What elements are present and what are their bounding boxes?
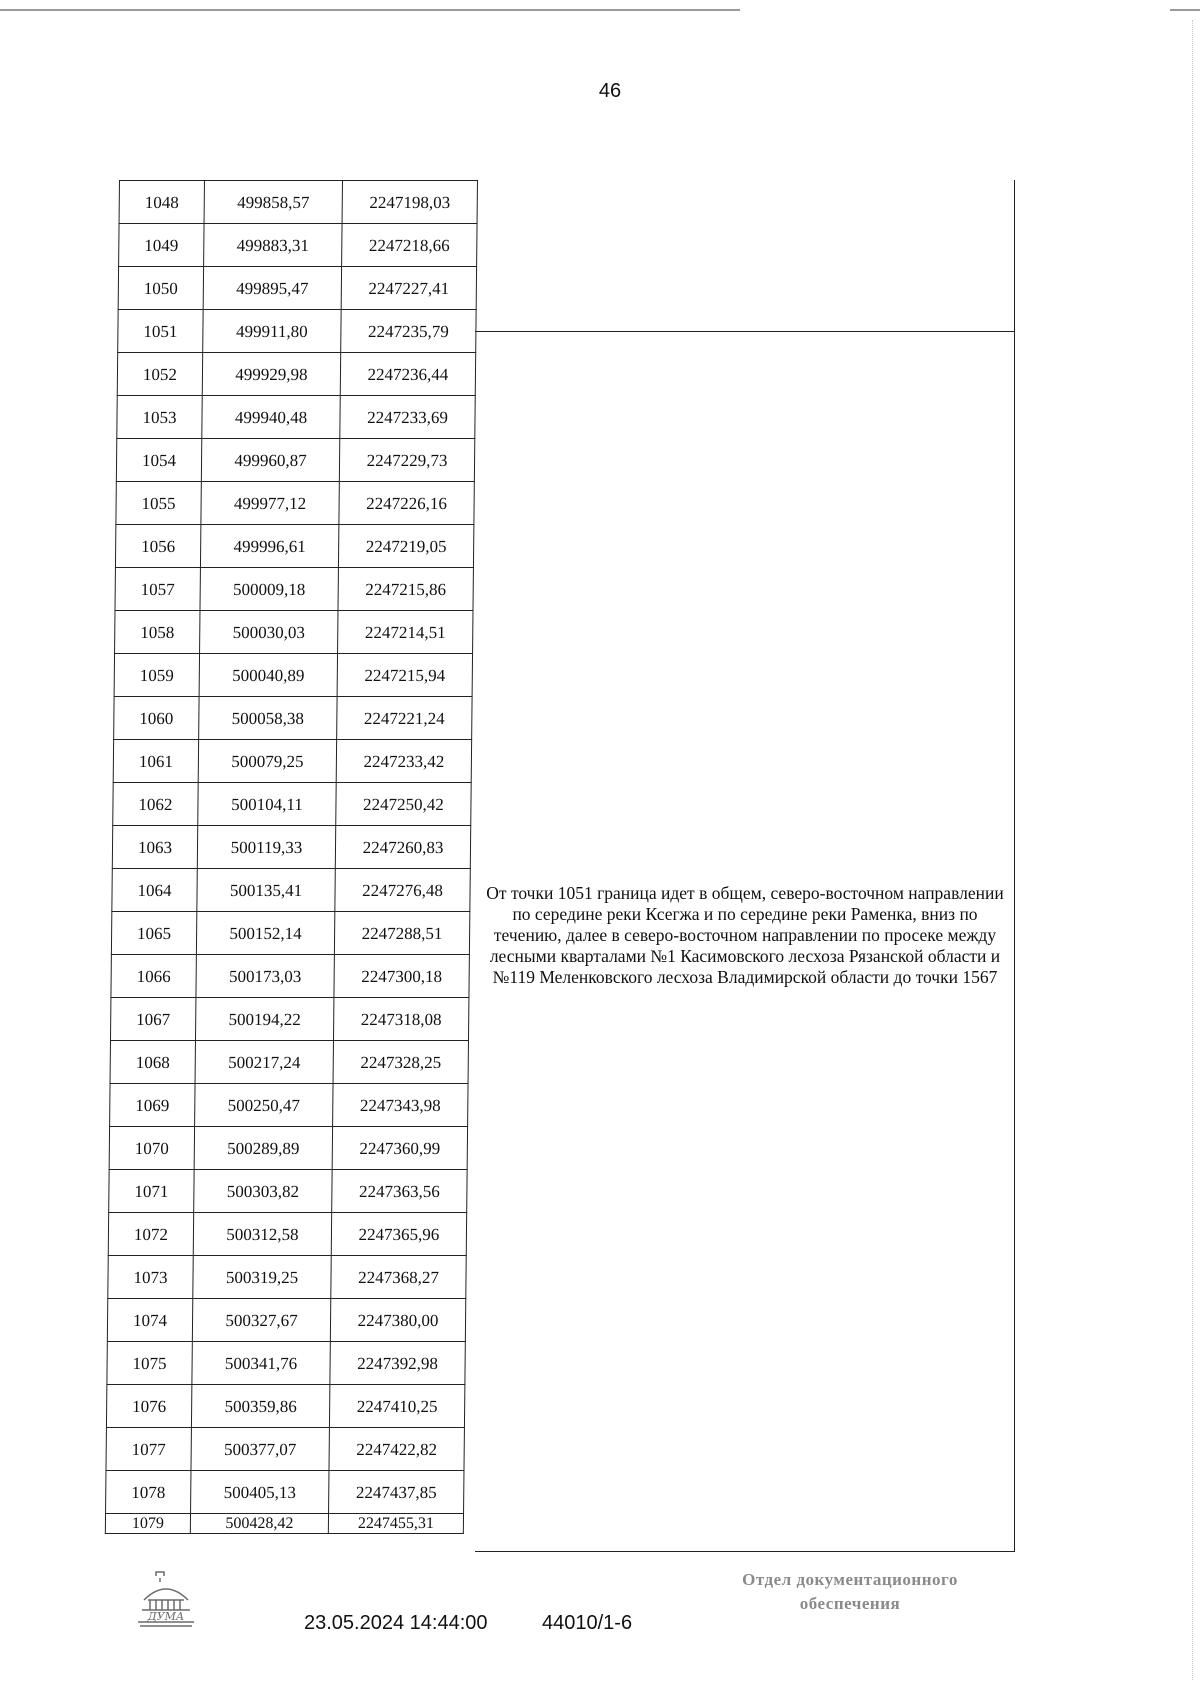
- table-row: [111, 912, 469, 955]
- x-coordinate-cell: 500030,03: [200, 611, 338, 654]
- description-divider: [475, 331, 1014, 332]
- point-number-cell: 1058: [115, 611, 200, 654]
- y-coordinate-cell: 2247300,18: [334, 955, 469, 998]
- y-coordinate-cell: 2247229,73: [339, 439, 474, 482]
- point-number-cell: 1068: [110, 1041, 195, 1084]
- point-number-cell: 1078: [106, 1471, 191, 1514]
- point-number-cell: 1060: [114, 697, 199, 740]
- y-coordinate-cell: 2247227,41: [341, 267, 476, 310]
- table-row: [112, 869, 470, 912]
- scan-top-rule: [0, 9, 740, 11]
- table-row: [112, 826, 470, 869]
- x-coordinate-cell: 499977,12: [201, 482, 339, 525]
- y-coordinate-cell: 2247235,79: [341, 310, 476, 353]
- x-coordinate-cell: 499960,87: [201, 439, 339, 482]
- table-row: [110, 998, 468, 1041]
- x-coordinate-cell: 500009,18: [200, 568, 338, 611]
- table-row: [107, 1342, 465, 1385]
- table-row: [114, 697, 472, 740]
- point-number-cell: 1070: [109, 1127, 194, 1170]
- y-coordinate-cell: 2247455,31: [328, 1514, 463, 1534]
- point-number-cell: 1075: [107, 1342, 192, 1385]
- duma-logo-stamp: [134, 1570, 198, 1632]
- x-coordinate-cell: 500377,07: [191, 1428, 329, 1471]
- x-coordinate-cell: 500079,25: [198, 740, 336, 783]
- x-coordinate-cell: 500135,41: [197, 869, 335, 912]
- y-coordinate-cell: 2247215,86: [338, 568, 473, 611]
- x-coordinate-cell: 499911,80: [203, 310, 341, 353]
- scan-right-edge: [1192, 20, 1193, 1680]
- x-coordinate-cell: 500289,89: [194, 1127, 332, 1170]
- point-number-cell: 1059: [114, 654, 199, 697]
- table-row: [109, 1127, 467, 1170]
- y-coordinate-cell: 2247363,56: [332, 1170, 467, 1213]
- point-number-cell: 1063: [112, 826, 197, 869]
- point-number-cell: 1065: [111, 912, 196, 955]
- x-coordinate-cell: 500152,14: [196, 912, 334, 955]
- y-coordinate-cell: 2247318,08: [333, 998, 468, 1041]
- table-row: [111, 955, 469, 998]
- point-number-cell: 1051: [118, 310, 203, 353]
- point-number-cell: 1074: [107, 1299, 192, 1342]
- boundary-description-column: [475, 180, 1015, 1552]
- coordinates-table-body: [105, 181, 477, 1534]
- coordinates-table: [105, 180, 478, 1534]
- point-number-cell: 1064: [112, 869, 197, 912]
- y-coordinate-cell: 2247410,25: [329, 1385, 464, 1428]
- x-coordinate-cell: 500428,42: [190, 1514, 328, 1534]
- table-row: [117, 396, 475, 439]
- x-coordinate-cell: 500173,03: [196, 955, 334, 998]
- table-row: [118, 267, 476, 310]
- x-coordinate-cell: 500104,11: [198, 783, 336, 826]
- x-coordinate-cell: 499883,31: [204, 224, 342, 267]
- y-coordinate-cell: 2247226,16: [339, 482, 474, 525]
- table-row: [106, 1428, 464, 1471]
- x-coordinate-cell: 500194,22: [195, 998, 333, 1041]
- table-row: [115, 525, 473, 568]
- x-coordinate-cell: 500405,13: [191, 1471, 329, 1514]
- x-coordinate-cell: 500327,67: [192, 1299, 330, 1342]
- table-row: [107, 1299, 465, 1342]
- table-row: [108, 1213, 466, 1256]
- x-coordinate-cell: 500303,82: [194, 1170, 332, 1213]
- table-row: [110, 1041, 468, 1084]
- table-row: [109, 1170, 467, 1213]
- x-coordinate-cell: 499940,48: [202, 396, 340, 439]
- x-coordinate-cell: 499996,61: [200, 525, 338, 568]
- point-number-cell: 1073: [108, 1256, 193, 1299]
- x-coordinate-cell: 500040,89: [199, 654, 337, 697]
- point-number-cell: 1052: [117, 353, 202, 396]
- y-coordinate-cell: 2247422,82: [329, 1428, 464, 1471]
- y-coordinate-cell: 2247233,42: [336, 740, 471, 783]
- y-coordinate-cell: 2247221,24: [337, 697, 472, 740]
- point-number-cell: 1071: [109, 1170, 194, 1213]
- y-coordinate-cell: 2247233,69: [340, 396, 475, 439]
- table-row: [116, 482, 474, 525]
- scan-top-rule-right: [1170, 9, 1200, 11]
- x-coordinate-cell: 500250,47: [195, 1084, 333, 1127]
- point-number-cell: 1076: [106, 1385, 191, 1428]
- table-row: [119, 224, 477, 267]
- point-number-cell: 1072: [108, 1213, 193, 1256]
- x-coordinate-cell: 500312,58: [193, 1213, 331, 1256]
- y-coordinate-cell: 2247368,27: [331, 1256, 466, 1299]
- y-coordinate-cell: 2247236,44: [340, 353, 475, 396]
- y-coordinate-cell: 2247365,96: [331, 1213, 466, 1256]
- y-coordinate-cell: 2247198,03: [342, 181, 477, 224]
- table-row: [115, 611, 473, 654]
- table-row: [113, 740, 471, 783]
- point-number-cell: 1062: [113, 783, 198, 826]
- x-coordinate-cell: 500119,33: [197, 826, 335, 869]
- table-row: [106, 1385, 464, 1428]
- table-row: [119, 181, 477, 224]
- point-number-cell: 1066: [111, 955, 196, 998]
- y-coordinate-cell: 2247250,42: [336, 783, 471, 826]
- table-row: [108, 1256, 466, 1299]
- y-coordinate-cell: 2247380,00: [330, 1299, 465, 1342]
- point-number-cell: 1079: [105, 1514, 190, 1534]
- x-coordinate-cell: 500341,76: [192, 1342, 330, 1385]
- table-row: [114, 654, 472, 697]
- table-row: [106, 1471, 464, 1514]
- svg-text:ДУМА: ДУМА: [147, 1610, 185, 1623]
- table-row: [105, 1514, 463, 1534]
- x-coordinate-cell: 499895,47: [203, 267, 341, 310]
- y-coordinate-cell: 2247219,05: [338, 525, 473, 568]
- point-number-cell: 1055: [116, 482, 201, 525]
- y-coordinate-cell: 2247288,51: [334, 912, 469, 955]
- point-number-cell: 1050: [118, 267, 203, 310]
- y-coordinate-cell: 2247260,83: [335, 826, 470, 869]
- table-row: [110, 1084, 468, 1127]
- table-row: [118, 310, 476, 353]
- point-number-cell: 1057: [115, 568, 200, 611]
- y-coordinate-cell: 2247343,98: [333, 1084, 468, 1127]
- point-number-cell: 1061: [113, 740, 198, 783]
- table-row: [117, 353, 475, 396]
- point-number-cell: 1056: [115, 525, 200, 568]
- x-coordinate-cell: 500217,24: [195, 1041, 333, 1084]
- y-coordinate-cell: 2247328,25: [333, 1041, 468, 1084]
- page-number: 46: [598, 80, 622, 102]
- point-number-cell: 1049: [119, 224, 204, 267]
- x-coordinate-cell: 500319,25: [193, 1256, 331, 1299]
- table-row: [115, 568, 473, 611]
- point-number-cell: 1067: [110, 998, 195, 1041]
- y-coordinate-cell: 2247276,48: [335, 869, 470, 912]
- footer-document-number: 44010/1-6: [542, 1612, 633, 1634]
- x-coordinate-cell: 499929,98: [202, 353, 340, 396]
- x-coordinate-cell: 500058,38: [199, 697, 337, 740]
- x-coordinate-cell: 500359,86: [191, 1385, 329, 1428]
- boundary-description-text: От точки 1051 граница идет в общем, северо-восточном направлении по середине реки Ксегжа и по середине реки Раменка, вниз по течению, далее в северо-восточном направлении по просеке между лесными кварталами №1 Касимовского лесхоза Рязанской области и №119 Меленковского лесхоза Владимирской области до точки 1567: [486, 883, 1004, 987]
- footer-datetime: 23.05.2024 14:44:00: [304, 1612, 488, 1634]
- y-coordinate-cell: 2247218,66: [342, 224, 477, 267]
- y-coordinate-cell: 2247215,94: [337, 654, 472, 697]
- point-number-cell: 1048: [119, 181, 204, 224]
- y-coordinate-cell: 2247360,99: [332, 1127, 467, 1170]
- y-coordinate-cell: 2247392,98: [330, 1342, 465, 1385]
- point-number-cell: 1054: [116, 439, 201, 482]
- point-number-cell: 1053: [117, 396, 202, 439]
- point-number-cell: 1069: [110, 1084, 195, 1127]
- point-number-cell: 1077: [106, 1428, 191, 1471]
- x-coordinate-cell: 499858,57: [204, 181, 342, 224]
- table-row: [116, 439, 474, 482]
- table-row: [113, 783, 471, 826]
- department-stamp: Отдел документационного обеспечения: [742, 1570, 958, 1613]
- y-coordinate-cell: 2247214,51: [338, 611, 473, 654]
- y-coordinate-cell: 2247437,85: [329, 1471, 464, 1514]
